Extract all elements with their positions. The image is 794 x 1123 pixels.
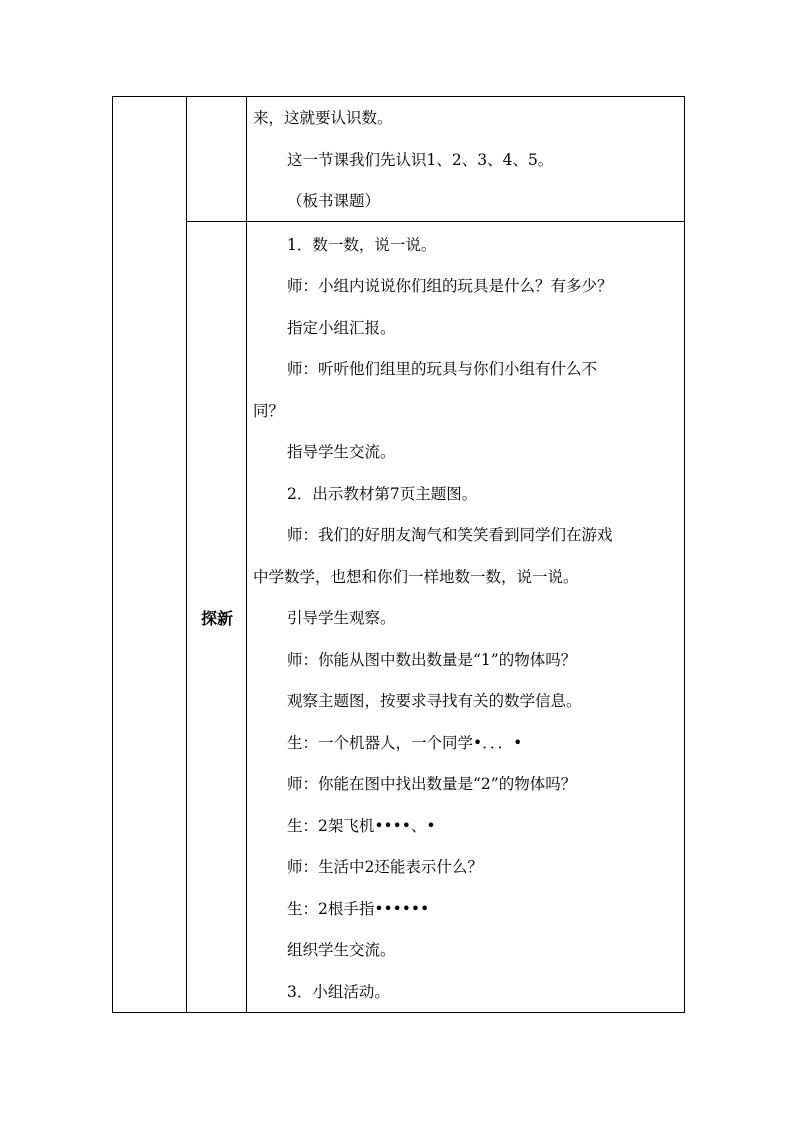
content-line: 3．小组活动。 (287, 983, 390, 1001)
content-line: 这一节课我们先认识1、2、3、4、5。 (287, 151, 554, 169)
row-divider (186, 221, 684, 222)
content-line: 2．出示教材第7页主题图。 (287, 485, 478, 503)
content-line: （板书课题） (287, 192, 381, 210)
content-line: 指定小组汇报。 (287, 319, 396, 337)
content-line: 中学数学，也想和你们一样地数一数，说一说。 (253, 568, 579, 586)
content-line: 师：小组内说说你们组的玩具是什么？有多少？ (287, 277, 613, 295)
content-line: 1．数一数，说一说。 (287, 236, 437, 254)
content-line: 师：生活中2还能表示什么？ (287, 858, 483, 876)
content-line: 同？ (253, 402, 285, 420)
content-line: 师：我们的好朋友淘气和笑笑看到同学们在游戏 (287, 526, 613, 544)
content-line: 师：你能在图中找出数量是“2”的物体吗？ (287, 775, 577, 793)
content-line: 组织学生交流。 (287, 941, 396, 959)
lesson-plan-table (112, 96, 685, 1013)
stage-label: 探新 (200, 609, 233, 628)
content-line: 师：听听他们组里的玩具与你们小组有什么不 (287, 360, 598, 378)
content-line: 生：一个机器人，一个同学•．．．• (287, 734, 523, 752)
content-line: 指导学生交流。 (287, 443, 396, 461)
content-line: 生：2根手指•••••• (287, 900, 430, 918)
content-line: 师：你能从图中数出数量是“1”的物体吗？ (287, 651, 577, 669)
column-divider (186, 97, 187, 1012)
content-line: 来，这就要认识数。 (253, 109, 393, 127)
content-line: 生：2架飞机••••、• (287, 817, 436, 835)
content-line: 引导学生观察。 (287, 609, 396, 627)
content-line: 观察主题图，按要求寻找有关的数学信息。 (287, 692, 582, 710)
